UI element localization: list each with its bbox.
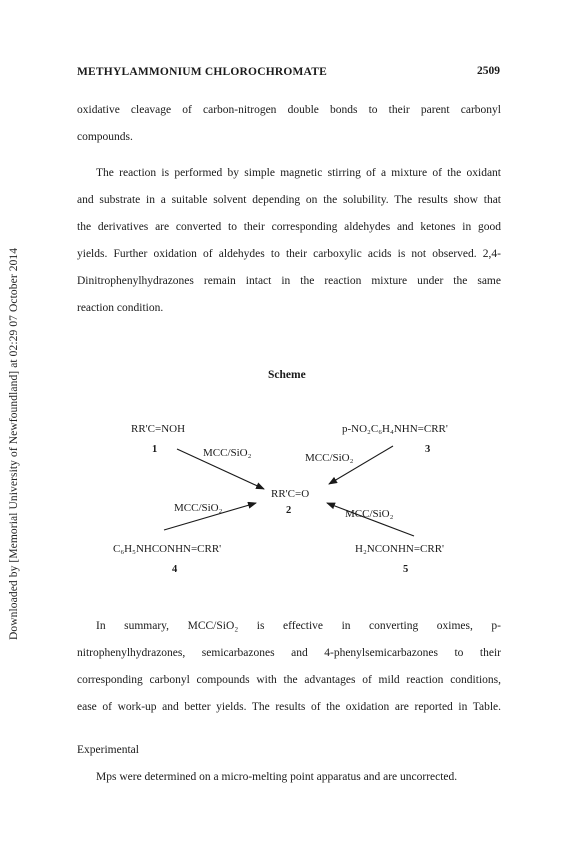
experimental-text-line: Mps were determined on a micro-melting point apparatus and are uncorrected. xyxy=(96,771,458,783)
compound-3-nitrophenylhydrazone: p-NO₂C₆H₄NHN=CRR' xyxy=(342,423,448,435)
text-line: reaction condition. xyxy=(77,302,164,314)
text-line: compounds. xyxy=(77,131,133,143)
reagent-label-4: MCC/SiO₂ xyxy=(174,502,223,514)
text-line: In summary, MCC/SiO₂ is effective in converting oximes, p- xyxy=(96,620,501,632)
download-watermark: Downloaded by [Memorial University of Newfoundland] at 02:29 07 October 2014 xyxy=(8,247,20,640)
compound-5-semicarbazone: H₂NCONHN=CRR' xyxy=(355,543,445,555)
text-line: yields. Further oxidation of aldehydes to their carboxylic acids is not observed. 2,4- xyxy=(77,248,501,260)
text-line: corresponding carbonyl compounds with the advantages of mild reaction conditions, xyxy=(77,674,501,686)
product-number: 2 xyxy=(286,505,292,516)
text-line: ease of work-up and better yields. The results of the oxidation are reported in Table. xyxy=(77,701,501,713)
compound-1-number: 1 xyxy=(152,444,158,455)
section-heading-experimental: Experimental xyxy=(77,744,139,756)
text-line: nitrophenylhydrazones, semicarbazones and 4-phenylsemicarbazones to their xyxy=(77,647,501,659)
text-line: Dinitrophenylhydrazones remain intact in the reaction mixture under the same xyxy=(77,275,501,287)
text-line: and substrate in a suitable solvent depending on the solubility. The results show that xyxy=(77,194,501,206)
text-line: oxidative cleavage of carbon-nitrogen double bonds to their parent carbonyl xyxy=(77,104,501,116)
compound-5-number: 5 xyxy=(403,564,409,575)
reagent-label-5: MCC/SiO₂ xyxy=(345,508,394,520)
text-line: the derivatives are converted to their corresponding aldehydes and ketones in good xyxy=(77,221,501,233)
text-line: The reaction is performed by simple magnetic stirring of a mixture of the oxidant xyxy=(96,167,501,179)
page-number: 2509 xyxy=(477,65,500,77)
compound-1-oxime: RR'C=NOH xyxy=(131,423,186,435)
product-carbonyl: RR'C=O xyxy=(271,488,310,500)
compound-3-number: 3 xyxy=(425,444,431,455)
scheme-title: Scheme xyxy=(268,369,306,381)
reagent-label-1: MCC/SiO₂ xyxy=(203,447,252,459)
compound-4-phenylsemicarbazone: C₆H₅NHCONHN=CRR' xyxy=(113,543,222,555)
running-title: METHYLAMMONIUM CHLOROCHROMATE xyxy=(77,66,327,78)
reagent-label-3: MCC/SiO₂ xyxy=(305,452,354,464)
compound-4-number: 4 xyxy=(172,564,178,575)
